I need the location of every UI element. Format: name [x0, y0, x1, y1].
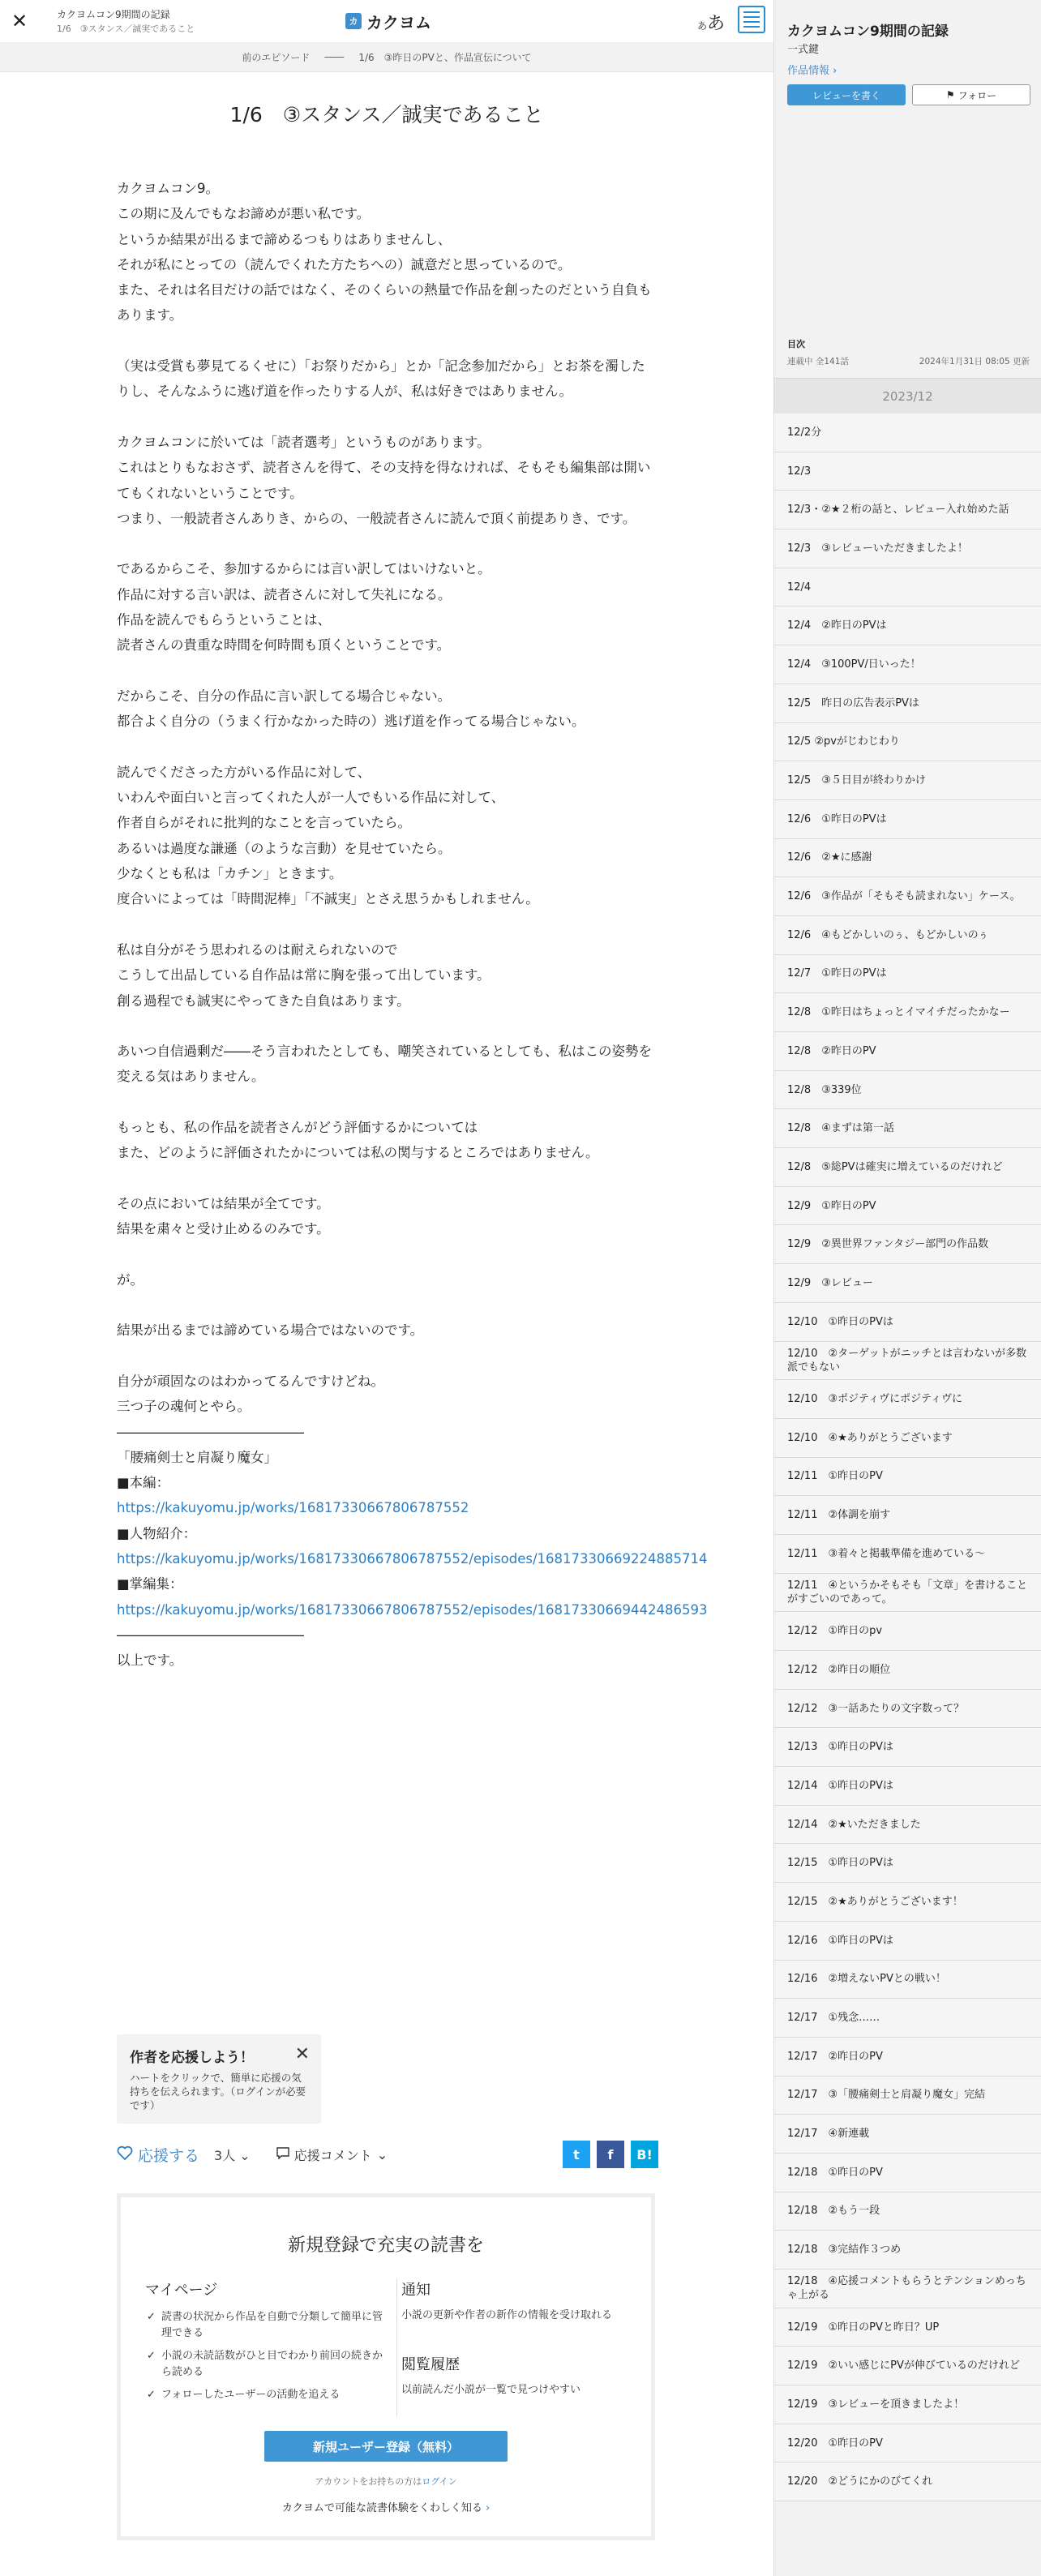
toc-episode-item[interactable]: 12/18 ③完結作３つめ	[774, 2231, 1041, 2270]
bookmark-plus-icon: ⚑	[945, 89, 955, 101]
close-icon[interactable]: ✕	[294, 2044, 310, 2064]
mypage-feature-item: ✓ フォローしたユーザーの活動を追える	[145, 2387, 388, 2403]
cheer-button[interactable]	[117, 2144, 199, 2166]
toc-episode-item[interactable]: 12/9 ①昨日のPV	[774, 1187, 1041, 1226]
toc-episode-item[interactable]: 12/15 ②★ありがとうございます！	[774, 1883, 1041, 1922]
toc-episode-item[interactable]: 12/10 ②ターゲットがニッチとは言わないが多数派でもない	[774, 1342, 1041, 1381]
toc-episode-item[interactable]: 12/11 ①昨日のPV	[774, 1458, 1041, 1497]
toc-episode-item[interactable]: 12/17 ②昨日のPV	[774, 2038, 1041, 2077]
body-line: 少なくとも私は「カチン」ときます。	[117, 866, 343, 882]
body-link[interactable]: https://kakuyomu.jp/works/16817330667806787552	[117, 1500, 469, 1516]
body-line: だからこそ、自分の作品に言い訳してる場合じゃない。	[117, 688, 452, 704]
toc-episode-item[interactable]: 12/8 ④まずは第一話	[774, 1109, 1041, 1148]
toc-episode-item[interactable]: 12/6 ④もどかしいのぅ、もどかしいのぅ	[774, 916, 1041, 955]
body-line: ――――――――――――――	[117, 1627, 304, 1643]
toc-episode-item[interactable]: 12/3	[774, 452, 1041, 491]
cheer-tooltip-text: ハートをクリックで、簡単に応援の気持ちを伝えられます。（ログインが必要です）	[130, 2072, 306, 2111]
toc-toggle-icon[interactable]	[738, 6, 765, 33]
body-line: この期に及んでもなお諦めが悪い私です。	[117, 206, 371, 222]
episode-title: 1/6 ③スタンス／誠実であること	[229, 103, 544, 126]
toc-episode-item[interactable]: 12/16 ②増えないPVとの戦い！	[774, 1961, 1041, 2000]
body-line	[117, 1241, 658, 1267]
facebook-share-icon[interactable]: f	[597, 2141, 624, 2168]
body-line: ■掌編集：	[117, 1576, 183, 1592]
body-line: ■人物紹介：	[117, 1525, 197, 1541]
toc-episode-item[interactable]: 12/12 ①昨日のpv	[774, 1612, 1041, 1651]
comment-button[interactable]	[276, 2145, 388, 2164]
body-line	[117, 658, 658, 684]
toc-episode-item[interactable]: 12/17 ④新連載	[774, 2115, 1041, 2154]
toc-episode-item[interactable]: 12/8 ③339位	[774, 1071, 1041, 1110]
toc-episode-item[interactable]: 12/7 ①昨日のPVは	[774, 955, 1041, 994]
history-text: 以前読んだ小説が一覧で見つけやすい	[401, 2384, 581, 2396]
body-line: （実は受賞も夢見てるくせに）「お祭りだから」とか「記念参加だから」とお茶を濁したりし、そんなふうに逃げ道を作ったりする人が、私は好きではありません。	[117, 358, 645, 400]
body-line	[117, 1344, 658, 1369]
serial-status: 連載中 全141話	[787, 357, 849, 366]
chevron-right-icon: ›	[485, 2502, 491, 2514]
body-line: 読者さんの貴重な時間を何時間も頂くということです。	[117, 637, 451, 654]
cheer-tooltip	[117, 2034, 321, 2124]
logo-text: カクヨム	[366, 12, 431, 32]
toc-episode-item[interactable]: 12/14 ①昨日のPVは	[774, 1767, 1041, 1806]
body-line: つまり、一般読者さんありき、からの、一般読者さんに読んで頂く前提ありき、です。	[117, 510, 636, 526]
sidebar-author[interactable]: 一式鍵	[787, 44, 820, 56]
toc-episode-item[interactable]: 12/2分	[774, 414, 1041, 452]
toc-episode-item[interactable]: 12/6 ②★に感謝	[774, 839, 1041, 878]
toc-episode-item[interactable]: 12/3 ③レビューいただきましたよ！	[774, 529, 1041, 568]
prev-episode-separator: ――	[324, 51, 345, 62]
divider	[396, 2278, 397, 2416]
mypage-heading: マイページ	[145, 2282, 218, 2299]
body-line: これはとりもなおさず、読者さんを得て、その支持を得なければ、そもそも編集部は開いてもくれないということです。	[117, 460, 651, 501]
toc-episode-item[interactable]: 12/6 ③作品が「そもそも読まれない」ケース。	[774, 877, 1041, 916]
work-title-link[interactable]: カクヨムコン9期間の記録	[57, 9, 170, 20]
body-line	[117, 1166, 658, 1191]
body-line	[117, 1292, 658, 1318]
toc-episode-item[interactable]: 12/19 ①昨日のPVと昨日？UP	[774, 2308, 1041, 2347]
body-line	[117, 912, 658, 937]
body-line: 作者自らがそれに批判的なことを言っていたら。	[117, 815, 411, 831]
toc-episode-item[interactable]: 12/14 ②★いただきました	[774, 1806, 1041, 1845]
body-line: 「腰痛剣士と肩凝り魔女」	[117, 1449, 277, 1465]
heart-icon	[117, 2145, 133, 2164]
episode-subtitle: 1/6 ③スタンス／誠実であること	[57, 24, 195, 34]
register-button[interactable]: 新規ユーザー登録（無料）	[264, 2431, 508, 2462]
mypage-feature-item: ✓ 読書の状況から作品を自動で分類して簡単に管理できる	[145, 2309, 388, 2342]
toc-episode-item[interactable]: 12/18 ②もう一段	[774, 2192, 1041, 2231]
follow-button-label: フォロー	[957, 89, 997, 101]
learn-more-link[interactable]	[121, 2499, 651, 2514]
toc-episode-item[interactable]: 12/12 ②昨日の順位	[774, 1651, 1041, 1690]
chevron-down-icon: ⌄	[376, 2146, 388, 2162]
action-row	[117, 2142, 658, 2167]
font-settings-button[interactable]	[697, 10, 725, 35]
toc-episode-item[interactable]: 12/9 ②異世界ファンタジー部門の作品数	[774, 1225, 1041, 1264]
toc-episode-item[interactable]: 12/11 ④というかそもそも「文章」を書けることがすごいのであって。	[774, 1574, 1041, 1613]
body-line: いわんや面白いと言ってくれた人が一人でもいる作品に対して、	[117, 790, 505, 806]
body-line: であるからこそ、参加するからには言い訳してはいけないと。	[117, 561, 491, 577]
chevron-down-icon: ⌄	[239, 2147, 251, 2163]
body-line: 自分が頑固なのはわかってるんですけどね。	[117, 1373, 384, 1389]
follow-button[interactable]	[912, 84, 1030, 105]
body-line: 度合いによっては「時間泥棒」「不誠実」とさえ思うかもしれません。	[117, 891, 539, 907]
toc-episode-item[interactable]: 12/5 昨日の広告表示PVは	[774, 684, 1041, 723]
toc-episode-item[interactable]: 12/11 ②体調を崩す	[774, 1496, 1041, 1535]
share-buttons	[563, 2141, 658, 2168]
toc-episode-item[interactable]: 12/17 ①残念……	[774, 1999, 1041, 2038]
mypage-list	[145, 2309, 388, 2403]
toc-episode-item[interactable]: 12/4 ③100PV/日いった！	[774, 645, 1041, 684]
notify-text: 小説の更新や作者の新作の情報を受け取れる	[401, 2309, 613, 2321]
font-settings-small-glyph: あ	[697, 20, 708, 32]
body-line: あるいは過度な謙遜（のような言動）を見せていたら。	[117, 840, 452, 856]
toc-episode-item[interactable]: 12/5 ②pvがじわじわり	[774, 723, 1041, 762]
updated-date: 2024年1月31日 08:05 更新	[919, 357, 1030, 366]
work-info-label: 作品情報	[787, 65, 830, 77]
toc-episode-item[interactable]: 12/18 ①昨日のPV	[774, 2154, 1041, 2192]
register-panel	[117, 2193, 655, 2540]
chevron-right-icon: ›	[833, 65, 838, 77]
cheer-tooltip-title: 作者を応援しよう！	[130, 2050, 254, 2066]
toc-sidebar	[773, 0, 1041, 2576]
twitter-share-icon[interactable]: t	[563, 2141, 590, 2168]
toc-episode-item[interactable]: 12/12 ③一話あたりの文字数って？	[774, 1690, 1041, 1729]
body-line: その点においては結果が全てです。	[117, 1195, 330, 1211]
body-link[interactable]: https://kakuyomu.jp/works/16817330667806787552/episodes/16817330669442486593	[117, 1601, 708, 1618]
body-line	[117, 1090, 658, 1115]
hatena-share-icon[interactable]: B!	[631, 2141, 658, 2168]
toc-episode-item[interactable]: 12/17 ③「腰痛剣士と肩凝り魔女」完結	[774, 2077, 1041, 2115]
cheer-button-label: 応援する	[138, 2146, 200, 2165]
toc-episode-item[interactable]: 12/20 ①昨日のPV	[774, 2424, 1041, 2463]
prev-episode-title[interactable]: 1/6 ③昨日のPVと、作品宣伝について	[358, 51, 532, 63]
review-button[interactable]: レビューを書く	[787, 84, 906, 105]
body-line	[117, 405, 658, 430]
toc-episode-item[interactable]: 12/18 ④応援コメントもらうとテンションめっちゃ上がる	[774, 2270, 1041, 2308]
body-line: カクヨムコン9。	[117, 181, 219, 196]
body-link[interactable]: https://kakuyomu.jp/works/16817330667806787552/episodes/16817330669224885714	[117, 1551, 708, 1567]
toc-episode-item[interactable]: 12/6 ①昨日のPVは	[774, 800, 1041, 839]
toc-episode-item[interactable]: 12/8 ①昨日はちょっとイマイチだったかなー	[774, 993, 1041, 1032]
body-line: カクヨムコンに於いては「読者選考」というものがあります。	[117, 434, 491, 450]
toc-episode-item[interactable]: 12/11 ③着々と掲載準備を進めている〜	[774, 1535, 1041, 1574]
login-prefix: アカウントをお持ちの方は	[315, 2476, 422, 2487]
body-line	[117, 328, 658, 354]
toc-episode-item[interactable]: 12/5 ③５日目が終わりかけ	[774, 761, 1041, 800]
toc-episode-item[interactable]: 12/16 ①昨日のPVは	[774, 1922, 1041, 1961]
body-line: ――――――――――――――	[117, 1424, 304, 1440]
history-heading: 閲覧履歴	[401, 2356, 460, 2373]
body-line: また、どのように評価されたかについては私の関与するところではありません。	[117, 1145, 599, 1161]
toc-episode-item[interactable]: 12/15 ①昨日のPVは	[774, 1844, 1041, 1883]
toc-episode-item[interactable]: 12/3・②★２桁の話と、レビュー入れ始めた話	[774, 491, 1041, 529]
learn-more-label: カクヨムで可能な読書体験をくわしく知る	[281, 2502, 482, 2514]
toc-month-header[interactable]: 2023/12	[774, 378, 1041, 414]
toc-episode-item[interactable]: 12/19 ②いい感じにPVが伸びているのだけれど	[774, 2347, 1041, 2385]
body-line: もっとも、私の作品を読者さんがどう評価するかについては	[117, 1119, 478, 1135]
logo-mark-icon: カ	[345, 13, 362, 29]
cheer-count-value: 3人	[214, 2147, 236, 2163]
top-bar	[0, 0, 773, 43]
body-line: 三つ子の魂何とやら。	[117, 1399, 251, 1415]
body-line: あいつ自信過剰だ――そう言われたとしても、嘲笑されているとしても、私はこの姿勢を変える気はありません。	[117, 1044, 652, 1085]
body-line	[117, 1014, 658, 1039]
body-line: ■本編：	[117, 1475, 170, 1491]
toc-episode-item[interactable]: 12/10 ④★ありがとうございます	[774, 1419, 1041, 1458]
toc-episode-item[interactable]: 12/20 ②どうにかのびてくれ	[774, 2462, 1041, 2501]
episode-list	[774, 414, 1041, 2501]
mypage-section	[145, 2278, 388, 2410]
comment-button-label: 応援コメント	[293, 2147, 372, 2163]
toc-episode-item[interactable]: 12/8 ②昨日のPV	[774, 1032, 1041, 1071]
body-line: 以上です。	[117, 1652, 183, 1669]
login-prompt	[121, 2475, 651, 2488]
font-settings-glyph: あ	[707, 14, 726, 34]
toc-episode-item[interactable]: 12/19 ③レビューを頂きましたよ！	[774, 2385, 1041, 2424]
notify-heading: 通知	[401, 2282, 431, 2299]
toc-episode-item[interactable]: 12/4	[774, 568, 1041, 607]
kakuyomu-logo[interactable]	[345, 11, 431, 31]
body-line: 都合よく自分の（うまく行かなかった時の）逃げ道を作ってる場合じゃない。	[117, 714, 585, 730]
body-line: 結果を粛々と受け止めるのみです。	[117, 1221, 330, 1237]
comment-icon	[276, 2147, 289, 2162]
body-line: 作品に対する言い訳は、読者さんに対して失礼になる。	[117, 586, 452, 602]
body-line: が。	[117, 1271, 144, 1288]
body-line: 作品を読んでもらうということは、	[117, 612, 331, 628]
body-line: というか結果が出るまで諦めるつもりはありませんし、	[117, 231, 452, 247]
notify-section	[401, 2278, 612, 2428]
toc-episode-item[interactable]: 12/9 ③レビュー	[774, 1264, 1041, 1303]
toc-label: 目次	[787, 339, 805, 349]
work-info-link[interactable]	[787, 62, 837, 77]
close-icon[interactable]: ✕	[11, 10, 28, 32]
prev-episode-label[interactable]: 前のエピソード	[242, 51, 311, 63]
body-line: こうして出品している自作品は常に胸を張って出しています。	[117, 967, 491, 984]
body-line: それが私にとっての（読んでくれた方たちへの）誠意だと思っているので。	[117, 256, 572, 272]
episode-nav	[0, 42, 773, 72]
body-line: また、それは名目だけの話ではなく、そのくらいの熱量で作品を創ったのだという自負もあります。	[117, 282, 652, 324]
sidebar-work-title[interactable]: カクヨムコン9期間の記録	[787, 24, 949, 40]
login-link[interactable]: ログイン	[422, 2476, 457, 2487]
cheer-count[interactable]	[214, 2145, 251, 2164]
register-heading: 新規登録で充実の読書を	[287, 2235, 484, 2256]
toc-episode-item[interactable]: 12/10 ①昨日のPVは	[774, 1303, 1041, 1342]
body-line: 私は自分がそう思われるのは耐えられないので	[117, 941, 398, 958]
toc-episode-item[interactable]: 12/4 ②昨日のPVは	[774, 606, 1041, 645]
toc-episode-item[interactable]: 12/13 ①昨日のPVは	[774, 1728, 1041, 1767]
toc-episode-item[interactable]: 12/10 ③ポジティヴにポジティヴに	[774, 1380, 1041, 1419]
body-line	[117, 735, 658, 760]
episode-body	[117, 176, 708, 1674]
mypage-feature-item: ✓ 小説の未読話数がひと目でわかり前回の続きから読める	[145, 2348, 388, 2381]
toc-episode-item[interactable]: 12/8 ⑤総PVは確実に増えているのだけれど	[774, 1148, 1041, 1187]
body-line	[117, 531, 658, 556]
body-line: 読んでくださった方がいる作品に対して、	[117, 764, 371, 780]
body-line: 創る過程でも誠実にやってきた自負はあります。	[117, 992, 410, 1009]
body-line: 結果が出るまでは諦めている場合ではないのです。	[117, 1322, 424, 1339]
